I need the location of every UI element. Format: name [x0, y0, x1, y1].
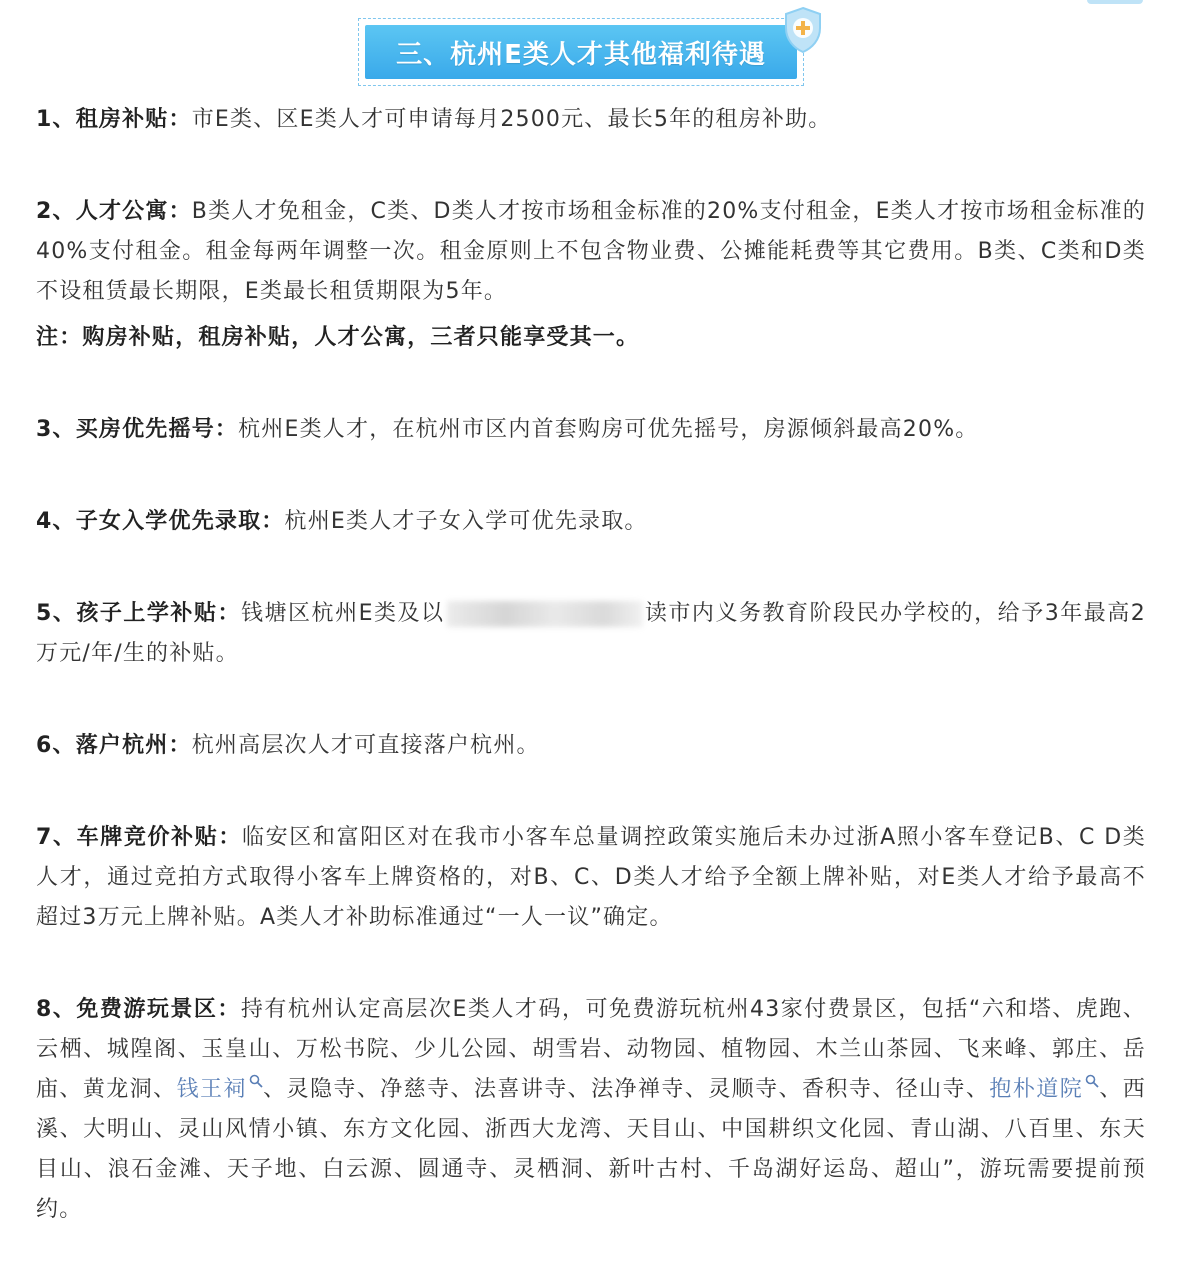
item-plate-subsidy	[36, 818, 1146, 938]
item-text: 杭州高层次人才可直接落户杭州。	[191, 733, 540, 758]
keyword-link-baopu[interactable]: 抱朴道院	[989, 1077, 1084, 1102]
item-text-part2: 、灵隐寺、净慈寺、法喜讲寺、法净禅寺、灵顺寺、香积寺、径山寺、	[262, 1077, 990, 1102]
corner-tab	[1087, 0, 1143, 4]
item-label: 1、租房补贴：	[36, 107, 192, 132]
item-text: B类人才免租金，C类、D类人才按市场租金标准的20%支付租金，E类人才按市场租金标准的40%支付租金。租金每两年调整一次。租金原则上不包含物业费、公摊能耗费等其它费用。B类、C类和D类不设租赁最长期限，E类最长租赁期限为5年。	[36, 199, 1146, 304]
item-school-priority	[36, 502, 1146, 542]
search-icon[interactable]	[249, 1074, 263, 1088]
item-label: 3、买房优先摇号：	[36, 417, 239, 442]
item-text-before: 钱塘区杭州E类及以	[240, 601, 445, 626]
blurred-text	[447, 601, 643, 627]
item-label: 8、免费游玩景区：	[36, 997, 241, 1022]
item-text-after: 读市内义务教育阶段民办学校的，给予3年最高2万元/年/生的补贴。	[36, 601, 1146, 666]
item-text: 杭州E类人才，在杭州市区内首套购房可优先摇号，房源倾斜最高20%。	[238, 417, 979, 442]
item-label: 5、孩子上学补贴：	[36, 601, 241, 626]
section-title: 三、杭州E类人才其他福利待遇	[365, 25, 797, 79]
item-text: 临安区和富阳区对在我市小客车总量调控政策实施后未办过浙A照小客车登记B、C D类人才，通过竞拍方式取得小客车上牌资格的，对B、C、D类人才给予全额上牌补贴，对E类人才给予最高不超过3万元上牌补贴。A类人才补助标准通过“一人一议”确定。	[36, 825, 1146, 930]
search-icon[interactable]	[1085, 1074, 1099, 1088]
item-hukou	[36, 726, 1146, 766]
item-text-part1: 持有杭州认定高层次E类人才码，可免费游玩杭州43家付费景区，包括“六和塔、虎跑、云栖、城隍阁、玉皇山、万松书院、少儿公园、胡雪岩、动物园、植物园、木兰山茶园、飞来峰、郭庄、岳庙、黄龙洞、	[36, 997, 1147, 1102]
shield-plus-icon	[782, 6, 824, 54]
item-text-part3: 、西溪、大明山、灵山风情小镇、东方文化园、浙西大龙湾、天目山、中国耕织文化园、青山湖、八百里、东天目山、浪石金滩、天子地、白云源、圆通寺、灵栖洞、新叶古村、千岛湖好运岛、超山”，游玩需要提前预约。	[36, 1077, 1146, 1222]
item-free-scenic	[36, 990, 1146, 1230]
item-school-subsidy	[36, 594, 1146, 674]
item-house-lottery	[36, 410, 1146, 450]
content	[36, 100, 1146, 1230]
note: 注：购房补贴，租房补贴，人才公寓，三者只能享受其一。	[36, 325, 640, 350]
section-banner	[358, 18, 804, 86]
item-label: 4、子女入学优先录取：	[36, 509, 285, 534]
item-label: 2、人才公寓：	[36, 199, 192, 224]
item-rent-subsidy	[36, 100, 1146, 140]
item-text: 市E类、区E类人才可申请每月2500元、最长5年的租房补助。	[191, 107, 832, 132]
item-label: 7、车牌竞价补贴：	[36, 825, 243, 850]
item-talent-apartment	[36, 192, 1146, 312]
item-text: 杭州E类人才子女入学可优先录取。	[284, 509, 648, 534]
keyword-link-qianwangci[interactable]: 钱王祠	[176, 1077, 247, 1102]
item-label: 6、落户杭州：	[36, 733, 192, 758]
